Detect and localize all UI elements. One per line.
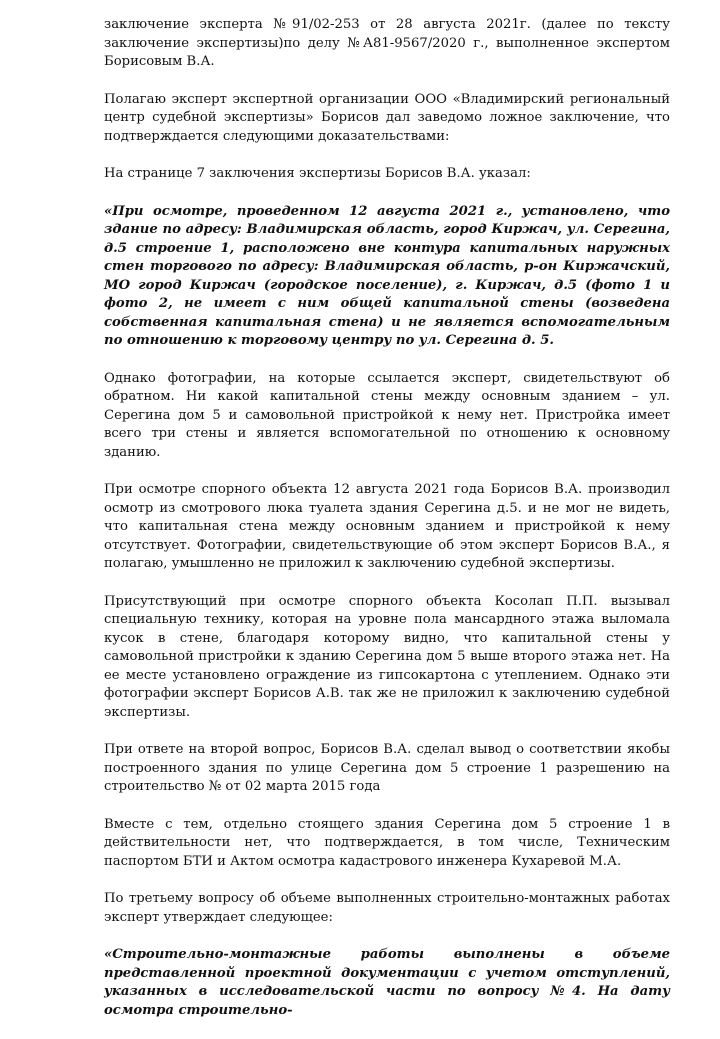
paragraph-false-conclusion-claim: Полагаю эксперт экспертной организации ООО «Владимирский региональный центр судебной экспертизы» Борисов дал заведомо ложное заключение, что подтверждается следующими доказательствами: — [104, 91, 670, 144]
paragraph-inspection-hatch: При осмотре спорного объекта 12 августа 2021 года Борисов В.А. производил осмотр из смотрового люка туалета здания Серегина д.5. и не мог не видеть, что капитальная стена между основным зданием и пристройкой к нему отсутствует. Фотографии, свидетельствующие об этом эксперт Борисов В.А., я полагаю, умышленно не приложил к заключению судебной экспертизы. — [104, 482, 670, 571]
quote-construction-works: «Строительно-монтажные работы выполнены в объеме представленной проектной документации с учетом отступлений, указанных в исследовательской части по вопросу №4. На дату осмотра строительно- — [104, 947, 670, 1018]
document-page — [104, 16, 670, 1039]
paragraph-page-7-intro: На странице 7 заключения экспертизы Борисов В.А. указал: — [104, 166, 531, 181]
paragraph-expert-conclusion-ref: заключение эксперта №91/02-253 от 28 августа 2021г. (далее по тексту заключение экспертизы)по делу №А81-9567/2020 г., выполненное экспертом Борисовым В.А. — [104, 17, 670, 69]
paragraph-photos-contradict: Однако фотографии, на которые ссылается эксперт, свидетельствуют об обратном. Ни какой капитальной стены между основным зданием – ул. Серегина дом 5 и самовольной пристройкой к нему нет. Пристройка имеет всего три стены и является вспомогательной по отношению к основному зданию. — [104, 370, 670, 460]
paragraph-second-question: При ответе на второй вопрос, Борисов В.А. сделал вывод о соответствии якобы построенного здания по улице Серегина дом 5 строение 1 разрешению на строительство № от 02 марта 2015 года — [104, 742, 670, 794]
paragraph-kosolap-wall: Присутствующий при осмотре спорного объекта Косолап П.П. вызывал специальную технику, которая на уровне пола мансардного этажа выломала кусок в стене, благодаря которому видно, что капитальной стены у самовольной пристройки к зданию Серегина дом 5 выше второго этажа нет. На ее месте установлено ограждение из гипсокартона с утеплением. Однако эти фотографии эксперт Борисов А.В. так же не приложил к заключению судебной экспертизы. — [104, 593, 670, 720]
quote-inspection-findings: «При осмотре, проведенном 12 августа 2021 г., установлено, что здание по адресу: Владимирская область, город Киржач, ул. Серегина, д.5 строение 1, расположено вне контура капитальных наружных стен торгового по адресу: Владимирская область, р-он Киржачский, МО город Киржач (городское поселение), г. Киржач, д.5 (фото 1 и фото 2, не имеет с ним общей капитальной стены (возведена собственная капитальная стена) и не является вспомогательным по отношению к торговому центру по ул. Серегина д. 5. — [104, 203, 670, 348]
paragraph-third-question: По третьему вопросу об объеме выполненных строительно-монтажных работах эксперт утверждает следующее: — [104, 891, 670, 925]
paragraph-no-separate-building: Вместе с тем, отдельно стоящего здания Серегина дом 5 строение 1 в действительности нет, что подтверждается, в том числе, Техническим паспортом БТИ и Актом осмотра кадастрового инженера Кухаревой М.А. — [104, 816, 670, 869]
